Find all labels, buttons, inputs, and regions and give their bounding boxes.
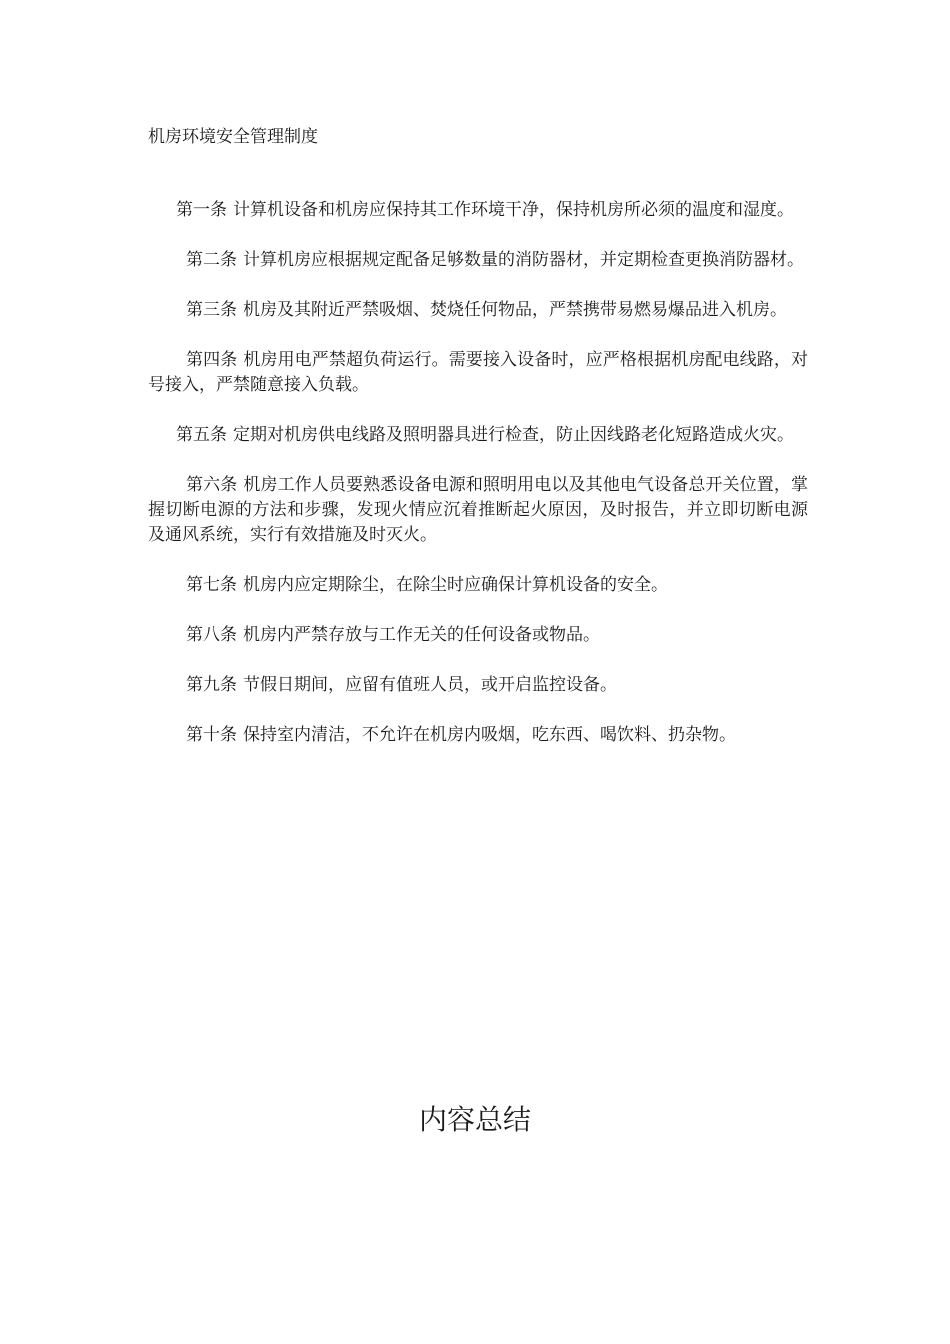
article-text: 定期对机房供电线路及照明器具进行检查，防止因线路老化短路造成火灾。 xyxy=(233,425,794,445)
article-number: 第一条 xyxy=(176,200,227,220)
article-9 xyxy=(148,673,808,698)
article-text: 机房用电严禁超负荷运行。需要接入设备时，应严格根据机房配电线路，对号接入，严禁随意接入负载。 xyxy=(148,350,808,395)
article-5 xyxy=(148,423,808,448)
summary-heading: 内容总结 xyxy=(418,1103,531,1136)
article-7 xyxy=(148,573,808,598)
document-title: 机房环境安全管理制度 xyxy=(148,127,318,147)
article-text: 机房内应定期除尘，在除尘时应确保计算机设备的安全。 xyxy=(243,575,668,595)
article-10 xyxy=(148,723,808,748)
article-text: 机房及其附近严禁吸烟、焚烧任何物品，严禁携带易燃易爆品进入机房。 xyxy=(243,300,787,320)
article-text: 节假日期间，应留有值班人员，或开启监控设备。 xyxy=(243,675,617,695)
article-number: 第五条 xyxy=(176,425,227,445)
article-1 xyxy=(148,198,808,223)
article-number: 第六条 xyxy=(186,475,238,495)
article-text: 机房内严禁存放与工作无关的任何设备或物品。 xyxy=(243,625,600,645)
article-text: 计算机设备和机房应保持其工作环境干净，保持机房所必须的温度和湿度。 xyxy=(233,200,794,220)
article-text: 计算机房应根据规定配备足够数量的消防器材，并定期检查更换消防器材。 xyxy=(243,250,804,270)
article-3 xyxy=(148,298,808,323)
article-number: 第九条 xyxy=(186,675,237,695)
article-number: 第四条 xyxy=(186,350,238,370)
article-8 xyxy=(148,623,808,648)
article-2 xyxy=(148,248,808,273)
article-text: 保持室内清洁，不允许在机房内吸烟，吃东西、喝饮料、扔杂物。 xyxy=(243,725,736,745)
article-number: 第三条 xyxy=(186,300,237,320)
article-number: 第十条 xyxy=(186,725,237,745)
article-6 xyxy=(148,473,808,548)
article-number: 第八条 xyxy=(186,625,237,645)
article-number: 第七条 xyxy=(186,575,237,595)
article-number: 第二条 xyxy=(186,250,237,270)
article-4 xyxy=(148,348,808,398)
article-list xyxy=(148,198,808,773)
article-text: 机房工作人员要熟悉设备电源和照明用电以及其他电气设备总开关位置，掌握切断电源的方法和步骤，发现火情应沉着推断起火原因，及时报告，并立即切断电源及通风系统，实行有效措施及时灭火。 xyxy=(148,475,808,545)
